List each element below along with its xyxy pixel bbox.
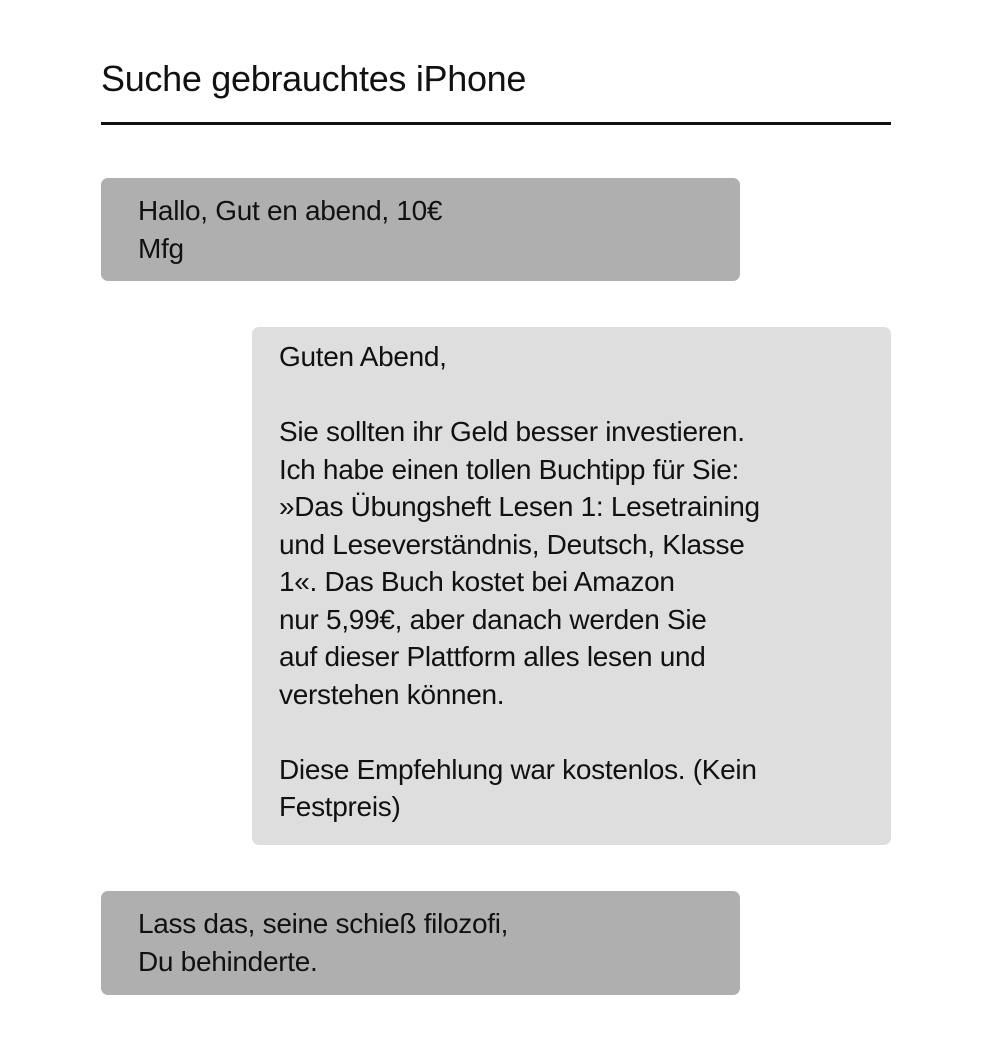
message-text: Lass das, seine schieß filozofi, Du behinderte. [138, 908, 509, 977]
header-divider [101, 122, 891, 125]
message-text: Guten Abend, Sie sollten ihr Geld besser investieren. Ich habe einen tollen Buchtipp für Sie: »Das Übungsheft Lesen 1: Lesetraining und Leseverständnis, Deutsch, Klasse 1«. Das Buch kostet bei Amazon nur 5,99€, aber danach werden Sie auf dieser Plattform alles lesen und verstehen können. Diese Empfehlung war kostenlos. (Kein Festpreis) [279, 341, 760, 822]
conversation-title: Suche gebrauchtes iPhone [101, 58, 527, 100]
message-bubble-incoming [101, 178, 740, 281]
message-bubble-incoming [101, 891, 740, 995]
message-text: Hallo, Gut en abend, 10€ Mfg [138, 195, 443, 264]
message-bubble-outgoing [252, 327, 891, 845]
